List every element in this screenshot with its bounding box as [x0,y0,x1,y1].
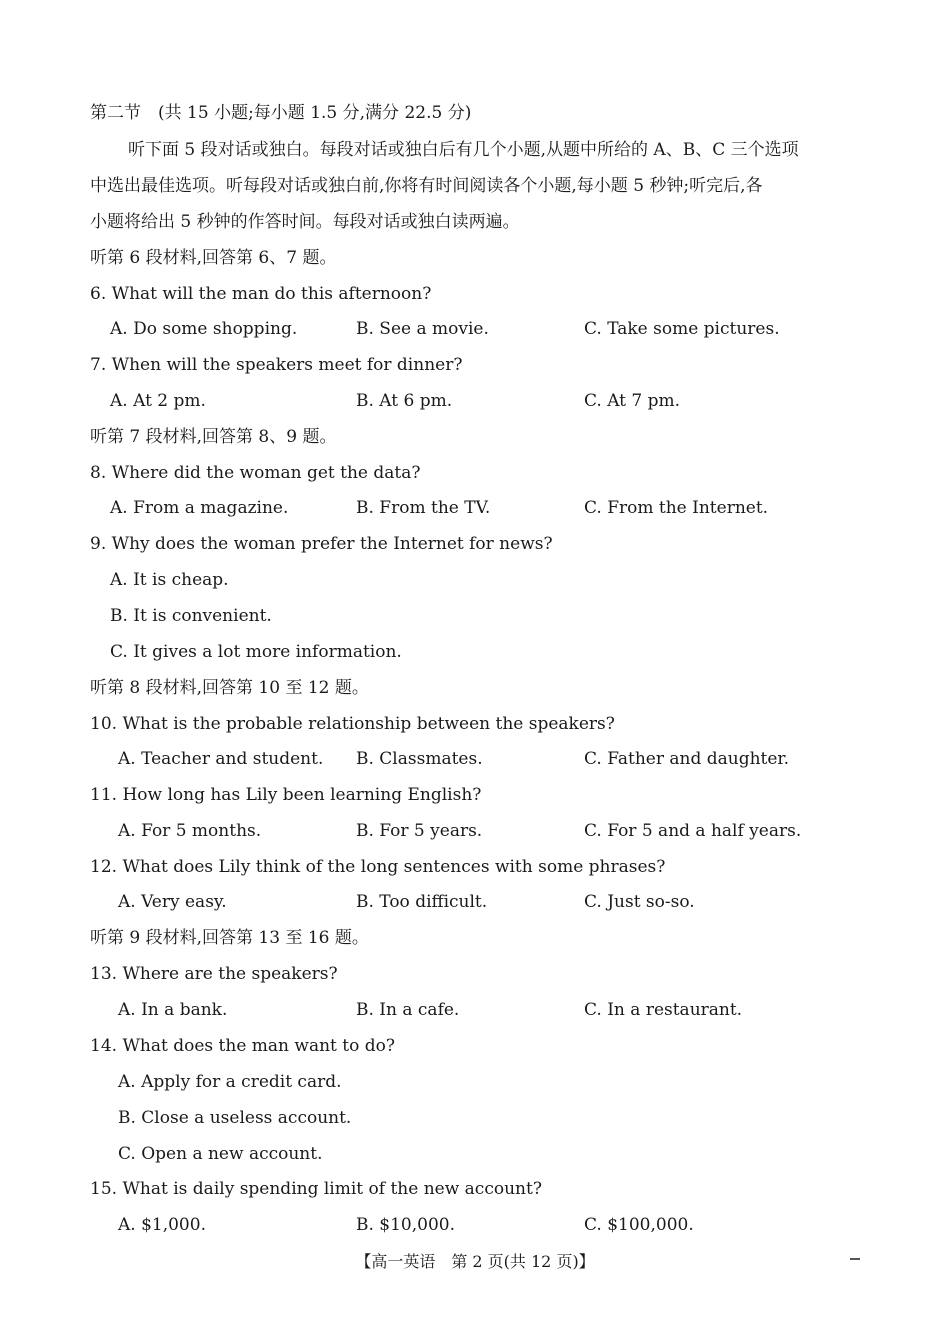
q15-option-c: C. $100,000. [584,1215,694,1235]
q7-option-b: B. At 6 pm. [356,391,453,411]
question-13: 13. Where are the speakers? [90,964,338,984]
part-heading-9: 听第 9 段材料,回答第 13 至 16 题。 [90,928,369,948]
q7-option-a: A. At 2 pm. [110,391,206,411]
question-14: 14. What does the man want to do? [90,1036,395,1056]
question-11: 11. How long has Lily been learning English? [90,785,482,805]
part-heading-8: 听第 8 段材料,回答第 10 至 12 题。 [90,678,369,698]
q14-option-b: B. Close a useless account. [118,1108,352,1128]
q8-option-c: C. From the Internet. [584,498,769,518]
page-footer: 【高一英语 第 2 页(共 12 页)】 [355,1252,595,1271]
q12-option-c: C. Just so-so. [584,892,695,912]
question-10: 10. What is the probable relationship between the speakers? [90,714,615,734]
q15-option-a: A. $1,000. [118,1215,206,1235]
intro-line-1: 听下面 5 段对话或独白。每段对话或独白后有几个小题,从题中所给的 A、B、C 三个选项 [128,140,799,160]
q12-option-a: A. Very easy. [118,892,227,912]
q11-option-a: A. For 5 months. [118,821,262,841]
intro-line-2: 中选出最佳选项。听每段对话或独白前,你将有时间阅读各个小题,每小题 5 秒钟;听完后,各 [90,176,763,196]
q15-option-b: B. $10,000. [356,1215,456,1235]
q14-option-c: C. Open a new account. [118,1144,323,1164]
part-heading-7: 听第 7 段材料,回答第 8、9 题。 [90,427,337,447]
q10-option-c: C. Father and daughter. [584,749,790,769]
question-12: 12. What does Lily think of the long sentences with some phrases? [90,857,666,877]
q6-option-c: C. Take some pictures. [584,319,780,339]
q8-option-a: A. From a magazine. [110,498,289,518]
part-heading-6: 听第 6 段材料,回答第 6、7 题。 [90,248,337,268]
q6-option-a: A. Do some shopping. [110,319,298,339]
section-title: 第二节 (共 15 小题;每小题 1.5 分,满分 22.5 分) [90,103,472,123]
corner-mark [850,1258,860,1260]
q13-option-c: C. In a restaurant. [584,1000,743,1020]
q13-option-a: A. In a bank. [118,1000,228,1020]
q11-option-c: C. For 5 and a half years. [584,821,802,841]
q13-option-b: B. In a cafe. [356,1000,460,1020]
q9-option-b: B. It is convenient. [110,606,272,626]
question-7: 7. When will the speakers meet for dinner? [90,355,463,375]
q14-option-a: A. Apply for a credit card. [118,1072,342,1092]
q12-option-b: B. Too difficult. [356,892,488,912]
question-15: 15. What is daily spending limit of the new account? [90,1179,542,1199]
q10-option-a: A. Teacher and student. [118,749,324,769]
question-8: 8. Where did the woman get the data? [90,463,421,483]
q10-option-b: B. Classmates. [356,749,483,769]
question-9: 9. Why does the woman prefer the Internet for news? [90,534,553,554]
q6-option-b: B. See a movie. [356,319,489,339]
q9-option-c: C. It gives a lot more information. [110,642,402,662]
question-6: 6. What will the man do this afternoon? [90,284,432,304]
q9-option-a: A. It is cheap. [110,570,229,590]
intro-line-3: 小题将给出 5 秒钟的作答时间。每段对话或独白读两遍。 [90,212,520,232]
q8-option-b: B. From the TV. [356,498,491,518]
q7-option-c: C. At 7 pm. [584,391,681,411]
q11-option-b: B. For 5 years. [356,821,483,841]
